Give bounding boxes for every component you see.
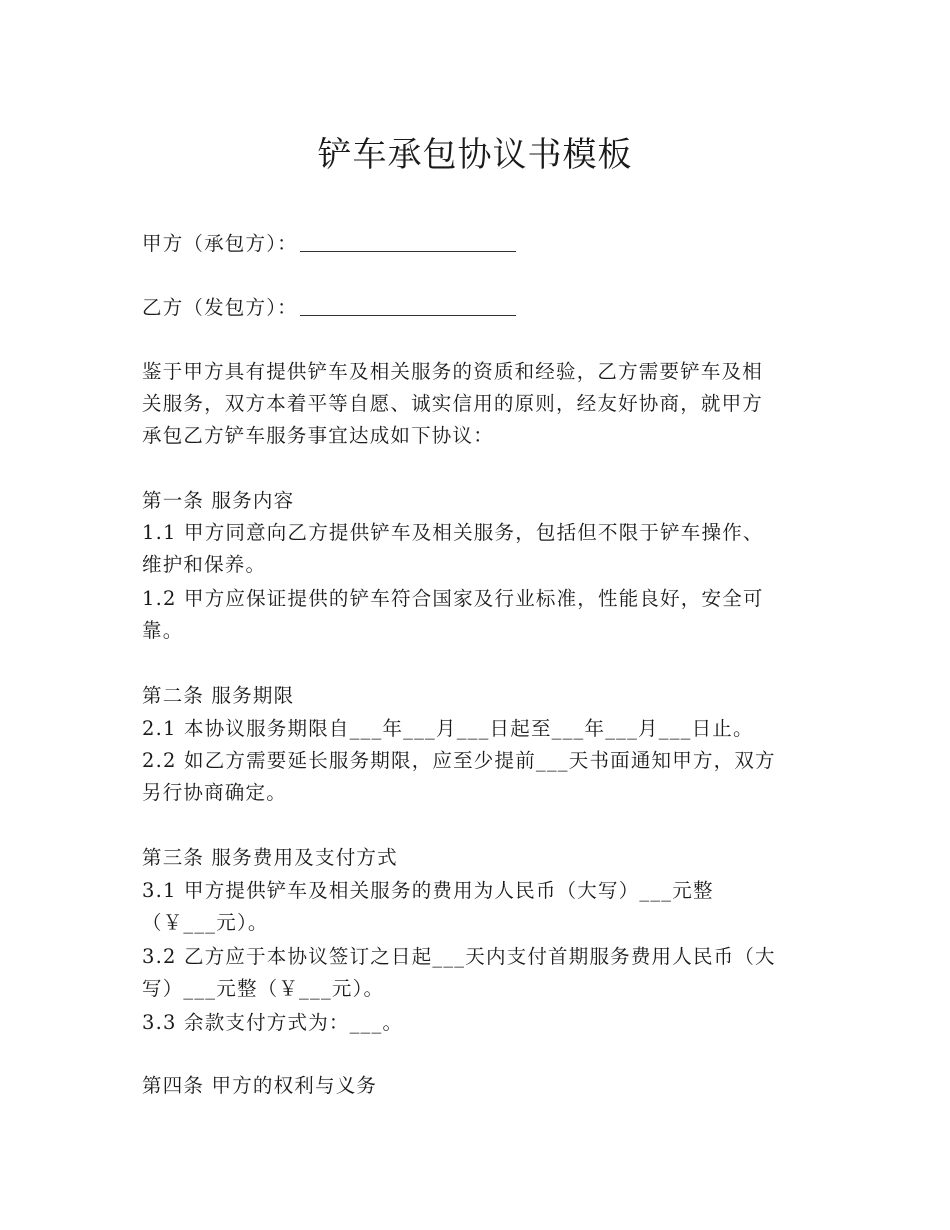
article2-line: 2.2 如乙方需要延长服务期限，应至少提前___天书面通知甲方，双方 <box>142 749 776 772</box>
party-a-blank[interactable] <box>300 231 516 252</box>
preamble-line: 承包乙方铲车服务事宜达成如下协议： <box>142 424 494 447</box>
party-b-line <box>142 292 812 324</box>
article1-line: 1.1 甲方同意向乙方提供铲车及相关服务，包括但不限于铲车操作、 <box>142 521 764 544</box>
document-title: 铲车承包协议书模板 <box>317 135 633 175</box>
party-b-label: 乙方（发包方）： <box>142 296 298 319</box>
article3-heading: 第三条 服务费用及支付方式 <box>142 846 398 869</box>
article1-line: 维护和保养。 <box>142 553 267 576</box>
party-a-label: 甲方（承包方）： <box>142 232 298 255</box>
article3-line: 3.3 余款支付方式为：___。 <box>142 1011 404 1034</box>
article4-heading: 第四条 甲方的权利与义务 <box>142 1074 378 1097</box>
article2-heading: 第二条 服务期限 <box>142 684 295 707</box>
article1-heading: 第一条 服务内容 <box>142 489 295 512</box>
article3-line: 3.2 乙方应于本协议签订之日起___天内支付首期服务费用人民币（大 <box>142 945 776 968</box>
article1-line: 靠。 <box>142 619 184 642</box>
article3-line: （￥___元）。 <box>142 911 269 934</box>
article3-line: 3.1 甲方提供铲车及相关服务的费用为人民币（大写）___元整 <box>142 879 714 902</box>
article3-line: 写）___元整（￥___元）。 <box>142 977 385 1000</box>
preamble-line: 鉴于甲方具有提供铲车及相关服务的资质和经验，乙方需要铲车及相 <box>142 360 764 383</box>
preamble-line: 关服务，双方本着平等自愿、诚实信用的原则，经友好协商，就甲方 <box>142 392 764 415</box>
party-b-blank[interactable] <box>300 295 516 316</box>
article1-line: 1.2 甲方应保证提供的铲车符合国家及行业标准，性能良好，安全可 <box>142 587 764 610</box>
article2-line: 2.1 本协议服务期限自___年___月___日起至___年___月___日止。 <box>142 717 754 740</box>
party-a-line <box>142 228 812 260</box>
article2-line: 另行协商确定。 <box>142 781 287 804</box>
